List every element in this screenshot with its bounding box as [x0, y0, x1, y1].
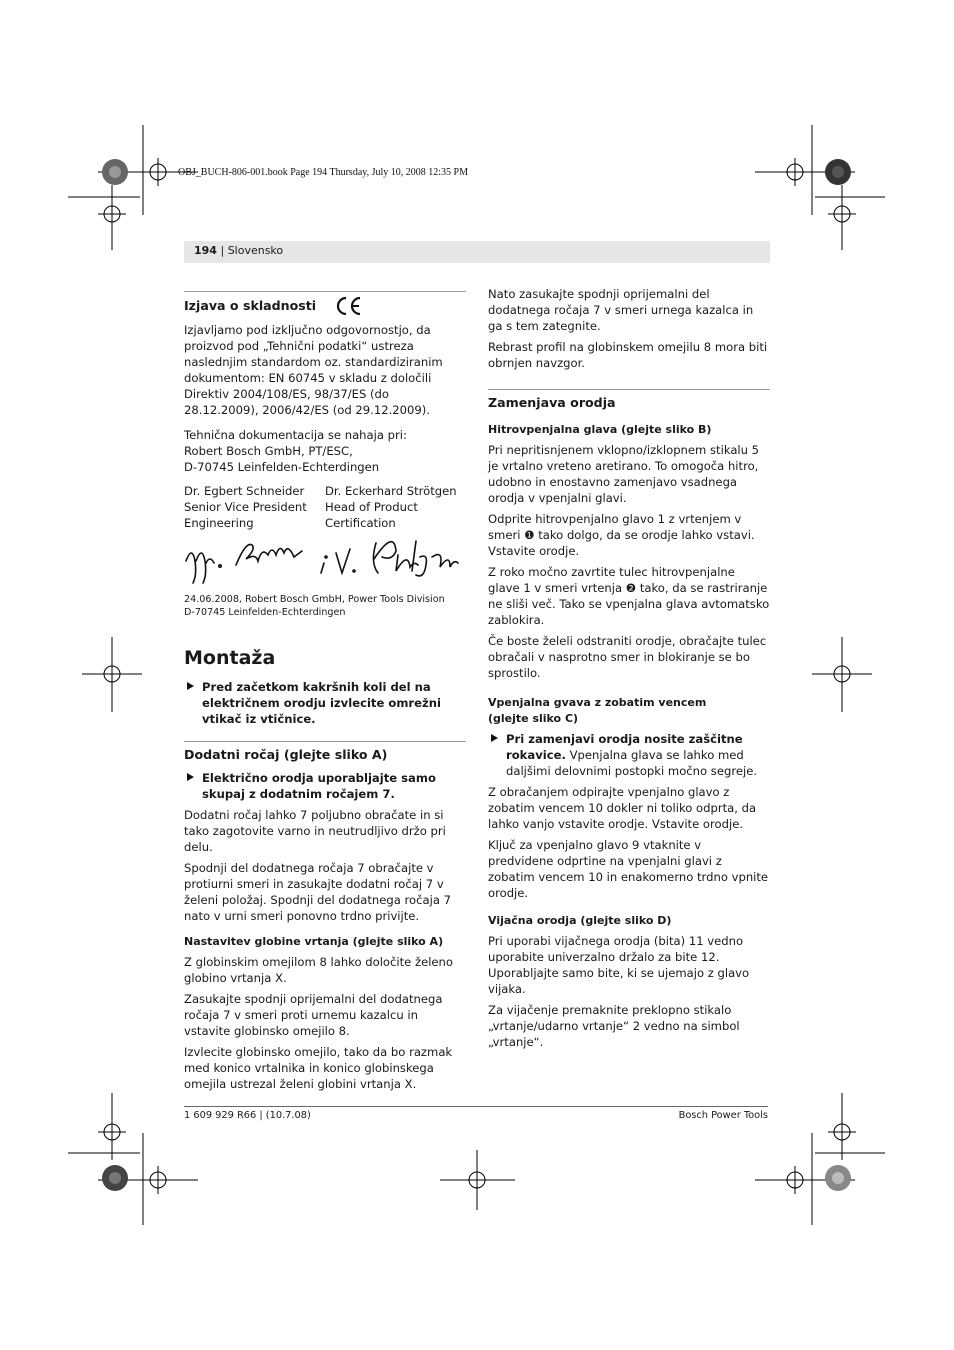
warning-unplug — [184, 679, 466, 727]
divider — [184, 741, 466, 742]
geared-chuck-heading — [488, 695, 770, 727]
footer-brand: Bosch Power Tools — [678, 1110, 768, 1121]
declaration-text: Izjavljamo pod izključno odgovornostjo, da proizvod pod „Tehnični podatki“ ustreza naslednjim standardom oz. standardiziranim dokumentom: EN 60745 v skladu z določili Direktiv 2004/108/ES, 98/37/ES (do 28.12.2009), 2006/42/ES (od 29.12.2009). — [184, 323, 443, 417]
handle-p2: Spodnji del dodatnega ročaja 7 obračajte v protiurni smeri in zasukajte dodatni ročaj 7 v želeni položaj. Spodnji del dodatnega ročaja 7 nato v urni smeri ponovno trdno privijte. — [184, 861, 451, 923]
sig1-dept: Engineering — [184, 516, 254, 530]
sig2-name: Dr. Eckerhard Strötgen — [325, 484, 457, 498]
declaration-heading — [184, 296, 466, 316]
sig2-dept: Certification — [325, 516, 396, 530]
geared-title-line-1: Vpenjalna gvava z zobatim vencem — [488, 696, 707, 709]
signatory-1 — [184, 483, 325, 531]
bullet-arrow-icon — [187, 682, 194, 690]
section-title-montaza: Montaža — [184, 647, 276, 669]
warning-unplug-text: Pred začetkom kakršnih koli del na električnem orodju izvlecite omrežni vtikač iz vtičnice. — [202, 680, 441, 726]
warning-gloves-bold: Pri zamenjavi orodja nosite zaščitne rokavice. — [506, 732, 743, 762]
documentation-location — [184, 427, 466, 475]
screw-p2: Za vijačenje premaknite preklopno stikalo „vrtanje/udarno vrtanje“ 2 vedno na simbol „vrtanje“. — [488, 1003, 740, 1049]
tool-change-heading: Zamenjava orodja — [488, 395, 616, 410]
page-footer — [184, 1106, 768, 1121]
signatory-2 — [325, 483, 466, 531]
sig1-title: Senior Vice President — [184, 500, 307, 514]
warning-handle-text: Električno orodja uporabljajte samo skupaj z dodatnim ročajem 7. — [202, 771, 436, 801]
doc-line-3: D-70745 Leinfelden-Echterdingen — [184, 460, 380, 474]
page-header-bar — [184, 241, 770, 263]
sig1-name: Dr. Egbert Schneider — [184, 484, 305, 498]
page-language: Slovensko — [227, 244, 284, 257]
screw-heading: Vijačna orodja (glejte sliko D) — [488, 914, 672, 927]
declaration-title: Izjava o skladnosti — [184, 298, 317, 313]
left-column — [184, 291, 466, 1097]
declaration-date-place — [184, 593, 466, 619]
page-header — [194, 244, 283, 257]
page-separator: | — [220, 244, 225, 257]
handle-heading: Dodatni ročaj (glejte sliko A) — [184, 747, 388, 762]
depth-heading: Nastavitev globine vrtanja (glejte sliko A) — [184, 935, 444, 948]
quick-chuck-heading: Hitrovpenjalna glava (glejte sliko B) — [488, 423, 712, 436]
doc-line-1: Tehnična dokumentacija se nahaja pri: — [184, 428, 407, 442]
right-p2: Rebrast profil na globinskem omejilu 8 mora biti obrnjen navzgor. — [488, 340, 768, 370]
depth-p2: Zasukajte spodnji oprijemalni del dodatnega ročaja 7 v smeri proti urnemu kazalcu in vstavite globinsko omejilo 8. — [184, 992, 443, 1038]
date-line-1: 24.06.2008, Robert Bosch GmbH, Power Tools Division — [184, 594, 445, 605]
handwritten-signatures — [184, 533, 466, 585]
bullet-arrow-icon — [491, 734, 498, 742]
right-p1: Nato zasukajte spodnji oprijemalni del dodatnega ročaja 7 v smeri urnega kazalca in ga s tem zategnite. — [488, 287, 754, 333]
warning-gloves — [488, 731, 770, 779]
right-column — [488, 286, 770, 1055]
date-line-2: D-70745 Leinfelden-Echterdingen — [184, 607, 346, 618]
bullet-arrow-icon — [187, 773, 194, 781]
page-number: 194 — [194, 244, 217, 257]
geared-p2: Ključ za vpenjalno glavo 9 vtaknite v predvidene odprtine na vpenjalni glavi z zobatim vencem 10 in enakomerno trdno vpnite orodje. — [488, 838, 769, 900]
footer-doc-number: 1 609 929 R66 | (10.7.08) — [184, 1110, 311, 1121]
depth-p1: Z globinskim omejilom 8 lahko določite želeno globino vrtanja X. — [184, 955, 453, 985]
divider — [184, 291, 466, 292]
divider — [488, 389, 770, 390]
sig2-title: Head of Product — [325, 500, 418, 514]
geared-title-line-2: (glejte sliko C) — [488, 712, 579, 725]
quick-p4: Če boste želeli odstraniti orodje, obračajte tulec obračali v nasprotno smer in blokiranje se bo sprostilo. — [488, 634, 767, 680]
warning-handle — [184, 770, 466, 802]
quick-p3: Z roko močno zavrtite tulec hitrovpenjalne glave 1 v smeri vrtenja ❷ tako, da se rastriranje ne sliši več. Tako se vpenjalna glava avtomatsko zablokira. — [488, 565, 770, 627]
file-header: OBJ_BUCH-806-001.book Page 194 Thursday, July 10, 2008 12:35 PM — [178, 167, 469, 178]
depth-p3: Izvlecite globinsko omejilo, tako da bo razmak med konico vrtalnika in konico globinskega omejila ustrezal želeni globini vrtanja X. — [184, 1045, 453, 1091]
handle-p1: Dodatni ročaj lahko 7 poljubno obračate in si tako zagotovite varno in neutrudljivo držo pri delu. — [184, 808, 446, 854]
doc-line-2: Robert Bosch GmbH, PT/ESC, — [184, 444, 353, 458]
quick-p1: Pri nepritisnjenem vklopno/izklopnem stikalu 5 je vrtalno vreteno aretirano. To omogoča hitro, udobno in enostavno zamenjavo vsadnega orodja v vpenjalni glavi. — [488, 443, 760, 505]
geared-p1: Z obračanjem odpirajte vpenjalno glavo z zobatim vencem 10 dokler ni toliko odprta, da lahko vanjo vstavite orodje. Vstavite orodje. — [488, 785, 757, 831]
signatories — [184, 483, 466, 531]
screw-p1: Pri uporabi vijačnega orodja (bita) 11 vedno uporabite univerzalno držalo za bite 12. Uporabljajte samo bite, ki se ujemajo z glavo vijaka. — [488, 934, 750, 996]
ce-mark-icon — [334, 296, 362, 316]
quick-p2: Odprite hitrovpenjalno glavo 1 z vrtenjem v smeri ❶ tako dolgo, da se orodje lahko vstavi. Vstavite orodje. — [488, 512, 755, 558]
warning-gloves-rest: Vpenjalna glava se lahko med daljšimi delovnimi postopki močno segreje. — [506, 748, 758, 778]
